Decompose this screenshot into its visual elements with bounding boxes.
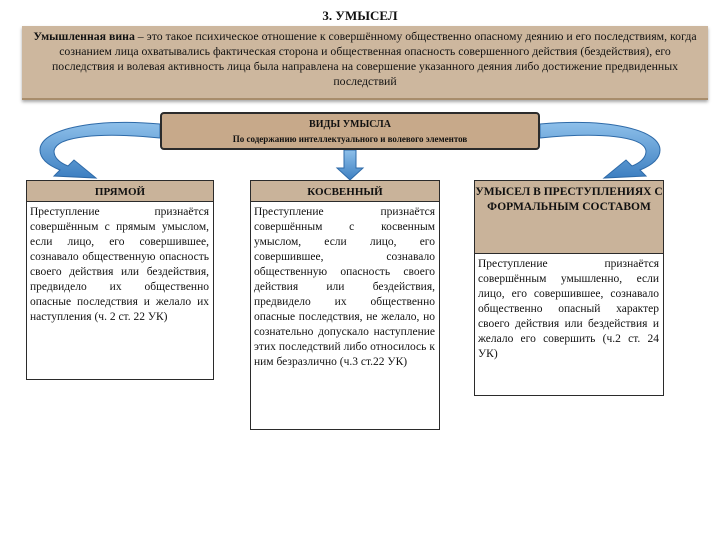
types-box bbox=[160, 112, 540, 150]
indirect-intent-body: Преступление признаётся совершённым с косвенным умыслом, если лицо, его совершившее, сознавало общественную опасность своего действия или бездействия, предвидело их общественно опасные последствия, не желало, но сознательно допускало наступление этих последствий либо относилось к ним безразлично (ч.3 ст.22 УК) bbox=[250, 202, 440, 430]
right-arrow-icon bbox=[540, 122, 660, 178]
types-subtitle: По содержанию интеллектуального и волевого элементов bbox=[232, 134, 468, 144]
types-title: ВИДЫ УМЫСЛА bbox=[309, 119, 391, 130]
definition-term: Умышленная вина bbox=[33, 29, 135, 43]
indirect-intent-heading: КОСВЕННЫЙ bbox=[250, 180, 440, 202]
left-arrow-icon bbox=[40, 122, 160, 178]
page-title: 3. УМЫСЕЛ bbox=[322, 8, 398, 23]
formal-intent-heading: УМЫСЕЛ В ПРЕСТУПЛЕНИЯХ С ФОРМАЛЬНЫМ СОСТАВОМ bbox=[474, 180, 664, 254]
direct-intent-heading: ПРЯМОЙ bbox=[26, 180, 214, 202]
formal-intent-body: Преступление признаётся совершённым умышленно, если лицо, его совершившее, сознавало общественно опасный характер своего действия или бездействия и желало его совершить (ч.2 ст. 24 УК) bbox=[474, 254, 664, 396]
definition-text: – это такое психическое отношение к совершённому общественно опасному деянию и его последствиям, когда сознанием лица охватывались фактическая сторона и общественная опасность совершенного действия (бездействия), его последствия и волевая активность лица была направлена на совершение указанного деяния либо достижение предвиденных последствий bbox=[51, 29, 697, 88]
direct-intent-body: Преступление признаётся совершённым с прямым умыслом, если лицо, его совершившее, сознавало общественную опасность своего действия или бездействия, предвидело их общественно опасные последствия и желало их наступления (ч. 2 ст. 22 УК) bbox=[26, 202, 214, 380]
down-arrow-icon bbox=[337, 150, 363, 180]
